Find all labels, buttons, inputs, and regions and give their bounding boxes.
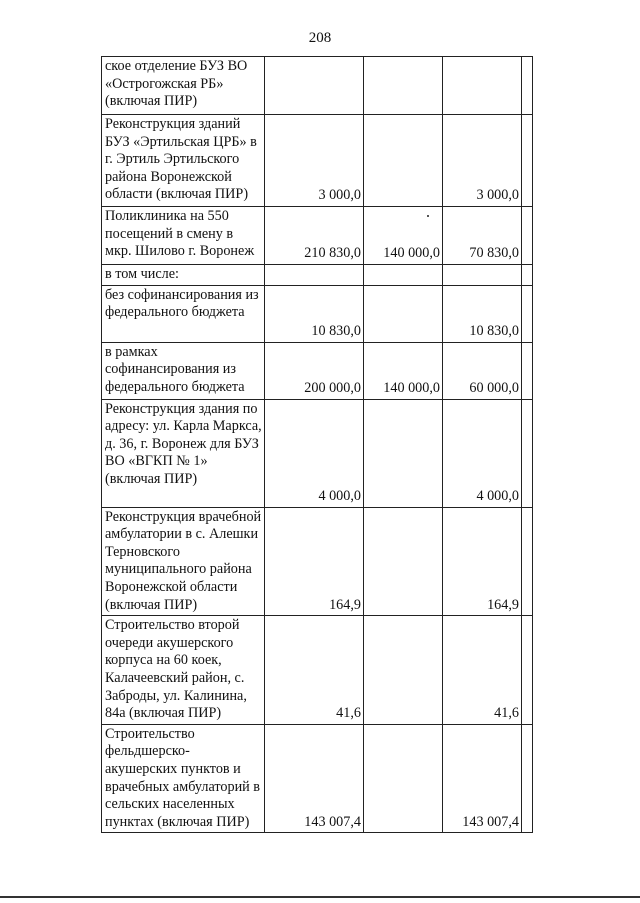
row-total-cell: 210 830,0 <box>265 207 364 265</box>
scan-speck <box>427 215 429 217</box>
row-total-cell: 164,9 <box>265 507 364 616</box>
row-name-cell: Реконструкция врачебной амбулатории в с. Алешки Терновского муниципального района Воронежской области (включая ПИР) <box>102 507 265 616</box>
row-regional-cell <box>443 265 522 286</box>
row-total-cell: 3 000,0 <box>265 115 364 207</box>
budget-table <box>101 56 533 833</box>
row-regional-cell: 10 830,0 <box>443 285 522 342</box>
page-number: 208 <box>308 30 332 46</box>
page-bottom-edge <box>0 896 640 898</box>
row-total-cell <box>265 57 364 115</box>
row-regional-cell: 3 000,0 <box>443 115 522 207</box>
row-name-cell: Строительство второй очереди акушерского корпуса на 60 коек, Калачеевский район, с. Заброды, ул. Калинина, 84а (включая ПИР) <box>102 616 265 725</box>
table-body <box>102 57 533 833</box>
row-federal-cell <box>364 616 443 725</box>
table-row <box>102 399 533 507</box>
table-row <box>102 616 533 725</box>
row-federal-cell <box>364 399 443 507</box>
row-federal-cell <box>364 507 443 616</box>
row-federal-cell <box>364 115 443 207</box>
row-other-cell <box>522 57 533 115</box>
row-regional-cell: 60 000,0 <box>443 342 522 399</box>
row-other-cell <box>522 265 533 286</box>
row-other-cell <box>522 285 533 342</box>
row-name-cell: Реконструкция здания по адресу: ул. Карла Маркса, д. 36, г. Воронеж для БУЗ ВО «ВГКП № 1» (включая ПИР) <box>102 399 265 507</box>
row-total-cell: 4 000,0 <box>265 399 364 507</box>
table-row <box>102 115 533 207</box>
table-row <box>102 285 533 342</box>
row-total-cell: 200 000,0 <box>265 342 364 399</box>
table-row <box>102 265 533 286</box>
row-regional-cell <box>443 57 522 115</box>
row-name-cell: Строительство фельдшерско-акушерских пунктов и врачебных амбулаторий в сельских населенных пунктах (включая ПИР) <box>102 724 265 833</box>
row-federal-cell <box>364 285 443 342</box>
row-regional-cell: 70 830,0 <box>443 207 522 265</box>
row-name-cell: в том числе: <box>102 265 265 286</box>
row-other-cell <box>522 507 533 616</box>
row-other-cell <box>522 342 533 399</box>
row-name-cell: Поликлиника на 550 посещений в смену в мкр. Шилово г. Воронеж <box>102 207 265 265</box>
row-total-cell: 143 007,4 <box>265 724 364 833</box>
row-name-cell: Реконструкция зданий БУЗ «Эртильская ЦРБ» в г. Эртиль Эртильского района Воронежской области (включая ПИР) <box>102 115 265 207</box>
row-name-cell: без софинансирования из федерального бюджета <box>102 285 265 342</box>
table-row <box>102 507 533 616</box>
row-total-cell: 41,6 <box>265 616 364 725</box>
table-row <box>102 724 533 833</box>
row-total-cell <box>265 265 364 286</box>
row-total-cell: 10 830,0 <box>265 285 364 342</box>
row-other-cell <box>522 399 533 507</box>
row-federal-cell <box>364 57 443 115</box>
table-row <box>102 207 533 265</box>
row-federal-cell <box>364 724 443 833</box>
row-name-cell: ское отделение БУЗ ВО «Острогожская РБ» (включая ПИР) <box>102 57 265 115</box>
table-row <box>102 342 533 399</box>
row-name-cell: в рамках софинансирования из федерального бюджета <box>102 342 265 399</box>
row-other-cell <box>522 207 533 265</box>
table-row <box>102 57 533 115</box>
row-federal-cell <box>364 265 443 286</box>
row-regional-cell: 164,9 <box>443 507 522 616</box>
row-federal-cell: 140 000,0 <box>364 207 443 265</box>
row-regional-cell: 143 007,4 <box>443 724 522 833</box>
row-regional-cell: 4 000,0 <box>443 399 522 507</box>
row-regional-cell: 41,6 <box>443 616 522 725</box>
row-other-cell <box>522 616 533 725</box>
row-federal-cell: 140 000,0 <box>364 342 443 399</box>
row-other-cell <box>522 115 533 207</box>
row-other-cell <box>522 724 533 833</box>
